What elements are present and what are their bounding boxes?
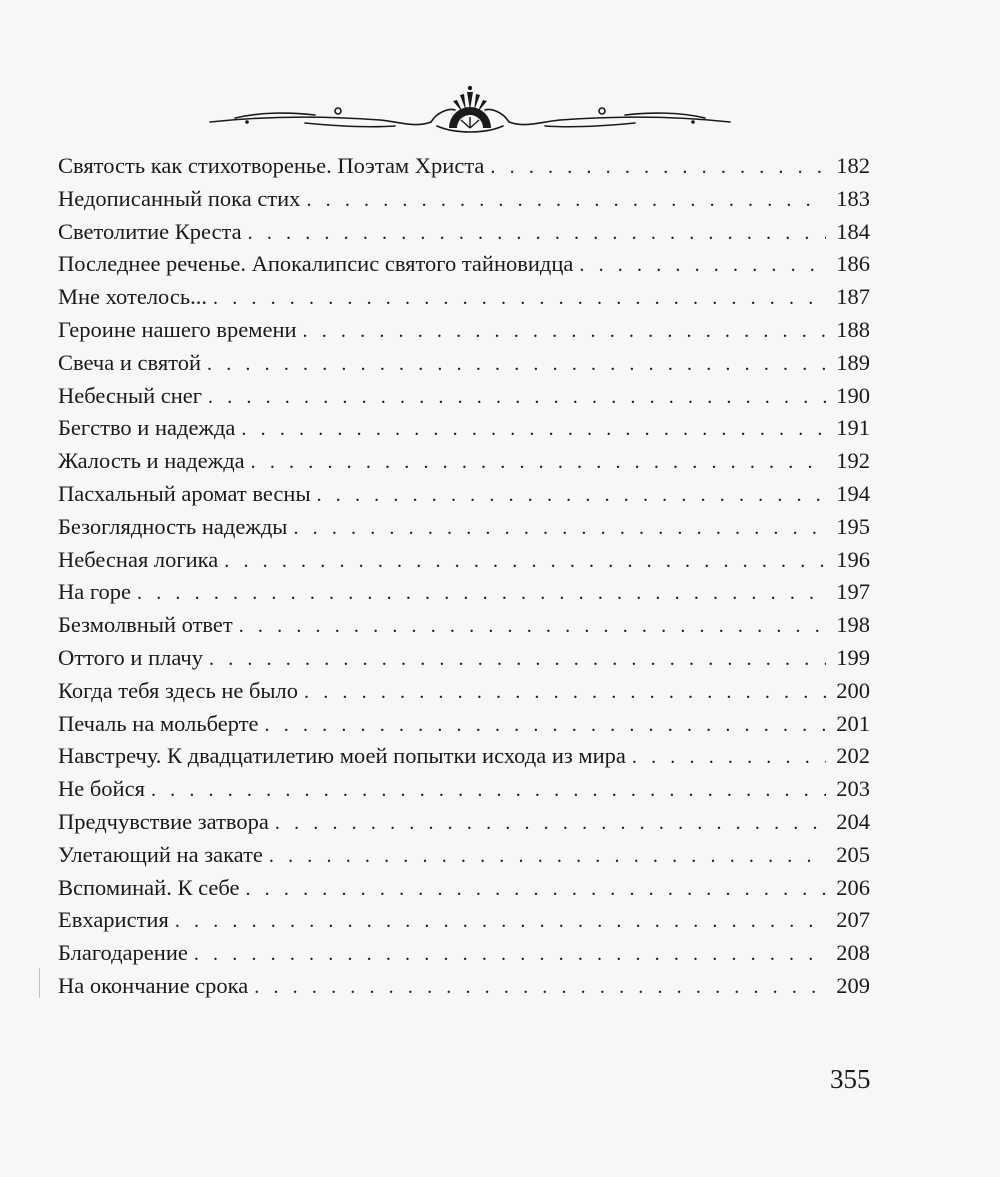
page-number: 355 xyxy=(830,1064,871,1094)
toc-entry-page: 190 xyxy=(836,382,870,408)
dot-leader xyxy=(175,905,826,938)
toc-entry xyxy=(58,314,870,347)
toc-entry-page: 184 xyxy=(836,218,870,244)
toc-entry-page: 191 xyxy=(836,415,870,441)
toc-entry xyxy=(58,740,870,773)
toc-entry-title: Печаль на мольберте xyxy=(58,710,259,736)
toc-entry xyxy=(58,839,870,872)
dot-leader xyxy=(579,249,826,282)
dot-leader xyxy=(241,413,826,446)
toc-entry-page: 209 xyxy=(836,972,870,998)
toc-entry-page: 199 xyxy=(836,644,870,670)
dot-leader xyxy=(245,873,826,906)
toc-entry-page: 192 xyxy=(836,448,870,474)
toc-entry-title: Святость как стихотворенье. Поэтам Христа xyxy=(58,153,485,178)
table-of-contents xyxy=(58,150,870,1003)
toc-entry xyxy=(58,970,870,1003)
toc-entry-page: 205 xyxy=(836,841,870,867)
toc-entry-page: 182 xyxy=(836,153,870,178)
toc-entry-page: 196 xyxy=(836,546,870,572)
toc-entry-page: 207 xyxy=(836,907,870,933)
toc-entry xyxy=(58,675,870,708)
dot-leader xyxy=(265,709,826,742)
toc-entry-title: Улетающий на закате xyxy=(58,841,263,867)
header-ornament-icon xyxy=(205,82,735,138)
dot-leader xyxy=(248,217,826,250)
toc-entry-title: Безоглядность надежды xyxy=(58,513,288,539)
toc-entry-title: Недописанный пока стих xyxy=(58,185,301,211)
toc-entry-page: 203 xyxy=(836,776,870,802)
toc-entry-title: Героине нашего времени xyxy=(58,316,297,342)
toc-entry xyxy=(58,642,870,675)
toc-entry-page: 201 xyxy=(836,710,870,736)
toc-entry-page: 197 xyxy=(836,579,870,605)
dot-leader xyxy=(224,545,826,578)
toc-entry xyxy=(58,445,870,478)
toc-entry xyxy=(58,609,870,642)
toc-entry xyxy=(58,511,870,544)
dot-leader xyxy=(275,807,826,840)
toc-entry-title: Пасхальный аромат весны xyxy=(58,480,311,506)
dot-leader xyxy=(207,348,826,381)
toc-entry xyxy=(58,412,870,445)
toc-entry-title: Не бойся xyxy=(58,776,145,802)
toc-entry-page: 206 xyxy=(836,874,870,900)
dot-leader xyxy=(251,446,826,479)
toc-entry xyxy=(58,544,870,577)
toc-entry xyxy=(58,576,870,609)
toc-entry xyxy=(58,380,870,413)
toc-entry-page: 195 xyxy=(836,513,870,539)
toc-entry-page: 200 xyxy=(836,677,870,703)
dot-leader xyxy=(317,479,826,512)
toc-entry-title: Вспоминай. К себе xyxy=(58,874,240,900)
toc-entry-title: Безмолвный ответ xyxy=(58,612,233,638)
toc-entry xyxy=(58,708,870,741)
toc-entry-title: На горе xyxy=(58,579,132,605)
toc-entry xyxy=(58,937,870,970)
dot-leader xyxy=(208,381,826,414)
toc-entry-title: Мне хотелось... xyxy=(58,284,207,310)
toc-entry-title: Небесный снег xyxy=(58,382,202,408)
toc-entry xyxy=(58,904,870,937)
toc-entry xyxy=(58,347,870,380)
toc-entry-page: 204 xyxy=(836,808,870,834)
toc-entry-page: 202 xyxy=(836,743,870,769)
toc-entry-title: Жалость и надежда xyxy=(58,448,245,474)
dot-leader xyxy=(151,774,826,807)
toc-entry xyxy=(58,216,870,249)
toc-entry xyxy=(58,872,870,905)
toc-entry xyxy=(58,183,870,216)
dot-leader xyxy=(306,184,826,217)
toc-entry-title: Благодарение xyxy=(58,940,188,966)
toc-entry-page: 186 xyxy=(836,251,870,277)
toc-entry-title: Евхаристия xyxy=(58,907,169,933)
toc-entry-title: Предчувствие затвора xyxy=(58,808,269,834)
dot-leader xyxy=(632,741,826,774)
toc-entry-title: На окончание срока xyxy=(58,972,249,998)
toc-entry xyxy=(58,248,870,281)
dot-leader xyxy=(213,282,826,315)
dot-leader xyxy=(304,676,826,709)
toc-entry-title: Бегство и надежда xyxy=(58,415,236,441)
toc-entry-title: Небесная логика xyxy=(58,546,219,572)
toc-entry xyxy=(58,150,870,183)
dot-leader xyxy=(239,610,826,643)
dot-leader xyxy=(254,971,826,1004)
dot-leader xyxy=(303,315,826,348)
margin-mark xyxy=(39,968,40,998)
toc-entry-page: 188 xyxy=(836,316,870,342)
toc-entry-title: Навстречу. К двадцатилетию моей попытки исхода из мира xyxy=(58,743,626,769)
toc-entry xyxy=(58,773,870,806)
dot-leader xyxy=(490,151,826,184)
toc-entry-page: 208 xyxy=(836,940,870,966)
toc-entry xyxy=(58,806,870,839)
toc-entry-title: Последнее реченье. Апокалипсис святого тайновидца xyxy=(58,251,574,277)
toc-entry-page: 194 xyxy=(836,480,870,506)
toc-entry-title: Свеча и святой xyxy=(58,349,202,375)
dot-leader xyxy=(137,577,826,610)
toc-entry-title: Светолитие Креста xyxy=(58,218,242,244)
dot-leader xyxy=(209,643,826,676)
toc-entry xyxy=(58,478,870,511)
toc-entry-title: Оттого и плачу xyxy=(58,644,203,670)
toc-entry-page: 187 xyxy=(836,284,870,310)
dot-leader xyxy=(269,840,826,873)
toc-entry-page: 183 xyxy=(836,185,870,211)
dot-leader xyxy=(194,938,826,971)
toc-entry-page: 189 xyxy=(836,349,870,375)
toc-entry xyxy=(58,281,870,314)
toc-entry-title: Когда тебя здесь не было xyxy=(58,677,299,703)
dot-leader xyxy=(293,512,826,545)
toc-entry-page: 198 xyxy=(836,612,870,638)
